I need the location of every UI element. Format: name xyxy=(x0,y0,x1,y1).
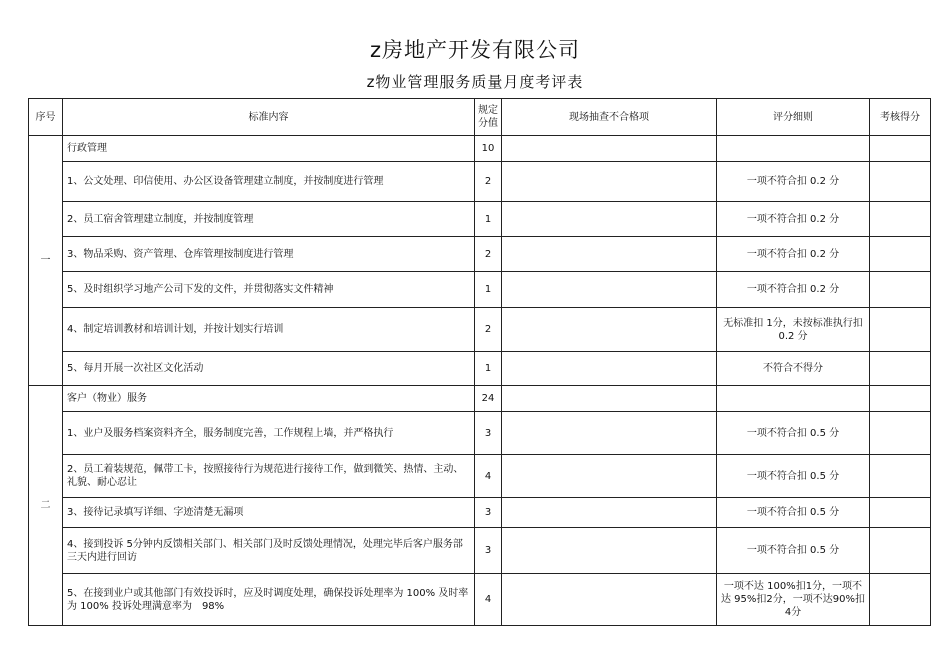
score-cell[interactable] xyxy=(870,136,931,162)
table-row xyxy=(29,412,931,455)
header-spot-check: 现场抽查不合格项 xyxy=(502,99,717,136)
table-row xyxy=(29,528,931,574)
score-cell[interactable] xyxy=(870,412,931,455)
rule-cell: 一项不符合扣 0.2 分 xyxy=(717,202,870,237)
points-cell: 2 xyxy=(475,162,502,202)
rule-cell: 一项不符合扣 0.5 分 xyxy=(717,498,870,528)
rule-cell: 一项不符合扣 0.2 分 xyxy=(717,237,870,272)
score-cell[interactable] xyxy=(870,498,931,528)
table-row xyxy=(29,455,931,498)
rule-cell xyxy=(717,386,870,412)
spot-check-cell[interactable] xyxy=(502,352,717,386)
rule-cell: 无标准扣 1分，未按标准执行扣0.2 分 xyxy=(717,308,870,352)
standard-cell: 3、接待记录填写详细、字迹清楚无漏项 xyxy=(63,498,475,528)
score-cell[interactable] xyxy=(870,574,931,626)
header-rule: 评分细则 xyxy=(717,99,870,136)
rule-cell: 一项不符合扣 0.2 分 xyxy=(717,162,870,202)
spot-check-cell[interactable] xyxy=(502,574,717,626)
points-cell: 4 xyxy=(475,455,502,498)
score-cell[interactable] xyxy=(870,202,931,237)
section-points-cell: 10 xyxy=(475,136,502,162)
standard-cell: 5、每月开展一次社区文化活动 xyxy=(63,352,475,386)
header-points: 规定分值 xyxy=(475,99,502,136)
points-cell: 2 xyxy=(475,308,502,352)
spot-check-cell[interactable] xyxy=(502,237,717,272)
score-cell[interactable] xyxy=(870,308,931,352)
points-cell: 2 xyxy=(475,237,502,272)
standard-cell: 4、制定培训教材和培训计划，并按计划实行培训 xyxy=(63,308,475,352)
document-title: z房地产开发有限公司 xyxy=(369,38,581,62)
rule-cell: 不符合不得分 xyxy=(717,352,870,386)
score-cell[interactable] xyxy=(870,237,931,272)
score-cell[interactable] xyxy=(870,352,931,386)
table-row xyxy=(29,162,931,202)
points-cell: 3 xyxy=(475,528,502,574)
standard-cell: 4、接到投诉 5分钟内反馈相关部门、相关部门及时反馈处理情况，处理完毕后客户服务部三天内进行回访 xyxy=(63,528,475,574)
rule-cell: 一项不符合扣 0.2 分 xyxy=(717,272,870,308)
score-cell[interactable] xyxy=(870,162,931,202)
section-seq-cell: 一 xyxy=(29,136,63,386)
spot-check-cell[interactable] xyxy=(502,455,717,498)
spot-check-cell[interactable] xyxy=(502,386,717,412)
spot-check-cell[interactable] xyxy=(502,202,717,237)
score-cell[interactable] xyxy=(870,386,931,412)
spot-check-cell[interactable] xyxy=(502,308,717,352)
section-title-cell: 行政管理 xyxy=(63,136,475,162)
section-points-cell: 24 xyxy=(475,386,502,412)
spot-check-cell[interactable] xyxy=(502,162,717,202)
rule-cell: 一项不达 100%扣1分，一项不达 95%扣2分，一项不达90%扣4分 xyxy=(717,574,870,626)
rule-cell: 一项不符合扣 0.5 分 xyxy=(717,455,870,498)
table-row xyxy=(29,272,931,308)
standard-cell: 5、在接到业户或其他部门有效投诉时，应及时调度处理，确保投诉处理率为 100% 及时率为 100% 投诉处理满意率为 98% xyxy=(63,574,475,626)
table-row xyxy=(29,574,931,626)
spot-check-cell[interactable] xyxy=(502,136,717,162)
rule-cell: 一项不符合扣 0.5 分 xyxy=(717,412,870,455)
section-row xyxy=(29,136,931,162)
section-title-cell: 客户（物业）服务 xyxy=(63,386,475,412)
points-cell: 1 xyxy=(475,272,502,308)
rule-cell xyxy=(717,136,870,162)
standard-cell: 1、业户及服务档案资料齐全，服务制度完善，工作规程上墙，并严格执行 xyxy=(63,412,475,455)
points-cell: 1 xyxy=(475,352,502,386)
document-subtitle: z物业管理服务质量月度考评表 xyxy=(366,73,584,91)
score-cell[interactable] xyxy=(870,455,931,498)
points-cell: 3 xyxy=(475,412,502,455)
standard-cell: 1、公文处理、印信使用、办公区设备管理建立制度，并按制度进行管理 xyxy=(63,162,475,202)
spot-check-cell[interactable] xyxy=(502,412,717,455)
standard-cell: 5、及时组织学习地产公司下发的文件，并贯彻落实文件精神 xyxy=(63,272,475,308)
table-row xyxy=(29,498,931,528)
standard-cell: 2、员工宿舍管理建立制度，并按制度管理 xyxy=(63,202,475,237)
table-row xyxy=(29,352,931,386)
points-cell: 4 xyxy=(475,574,502,626)
score-cell[interactable] xyxy=(870,272,931,308)
spot-check-cell[interactable] xyxy=(502,272,717,308)
section-row xyxy=(29,386,931,412)
score-cell[interactable] xyxy=(870,528,931,574)
table-row xyxy=(29,202,931,237)
evaluation-table xyxy=(28,98,931,626)
header-seq: 序号 xyxy=(29,99,63,136)
standard-cell: 3、物品采购、资产管理、仓库管理按制度进行管理 xyxy=(63,237,475,272)
spot-check-cell[interactable] xyxy=(502,528,717,574)
spot-check-cell[interactable] xyxy=(502,498,717,528)
points-cell: 3 xyxy=(475,498,502,528)
table-row xyxy=(29,308,931,352)
header-row xyxy=(29,99,931,136)
header-standard: 标准内容 xyxy=(63,99,475,136)
section-seq-cell: 二 xyxy=(29,386,63,626)
rule-cell: 一项不符合扣 0.5 分 xyxy=(717,528,870,574)
table-row xyxy=(29,237,931,272)
header-score: 考核得分 xyxy=(870,99,931,136)
standard-cell: 2、员工着装规范，佩带工卡，按照接待行为规范进行接待工作，做到微笑、热情、主动、礼貌、耐心忍让 xyxy=(63,455,475,498)
points-cell: 1 xyxy=(475,202,502,237)
